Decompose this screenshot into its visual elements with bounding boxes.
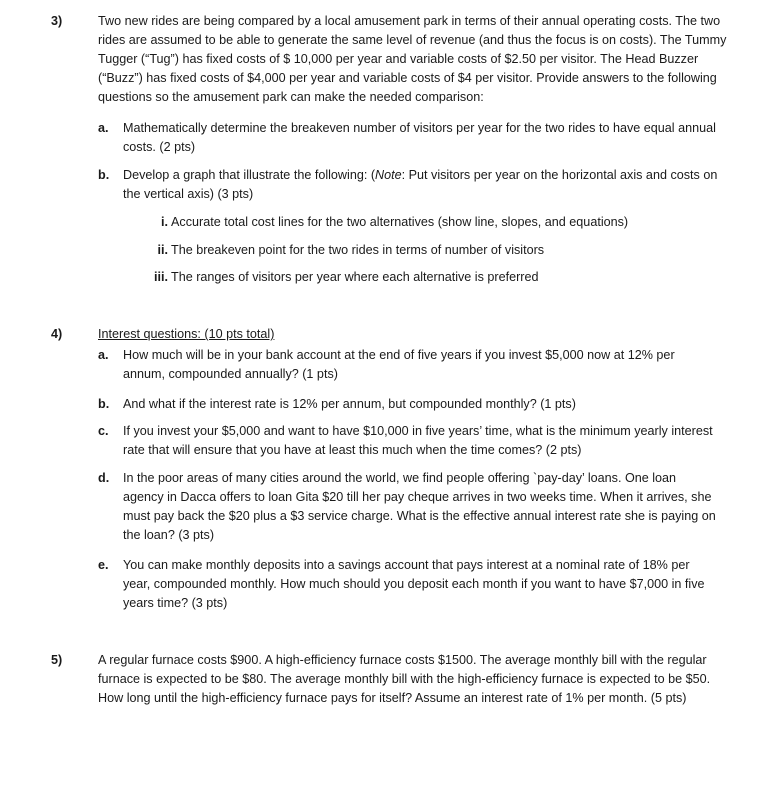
question-3b-label: b. [98,168,110,182]
question-3-intro [98,12,738,107]
question-4c-label: c. [98,424,109,438]
question-3b-text: Develop a graph that illustrate the following: (Note: Put visitors per year on the horizontal axis and costs on the vertical axis) (3 pts) [123,168,718,201]
question-3-number: 3) [51,14,63,28]
question-4d-label: d. [98,471,110,485]
question-3-intro-text: Two new rides are being compared by a local amusement park in terms of their annual operating costs. The two rides are assumed to be able to generate the same level of revenue (and thus the focus is on costs). The Tummy Tugger (“Tug”) has fixed costs of $ 10,000 per year and variable costs of $2.50 per visitor. The Head Buzzer (“Buzz”) has fixed costs of $4,000 per year and variable costs of $4 per visitor. Provide answers to the following questions so the amusement park can make the needed comparison: [98,14,727,104]
question-5-body [98,651,738,708]
question-3b-ii-label: ii. [157,243,168,257]
question-5-number: 5) [51,653,63,667]
question-4d-text: In the poor areas of many cities around the world, we find people offering `pay-day’ loans. One loan agency in Dacca offers to loan Gita $20 till her pay cheque arrives in two weeks time. When it arrives, she must pay back the $20 plus a $3 service charge. What is the effective annual interest rate she is paying on the loan? (3 pts) [123,471,716,542]
question-4a-text: How much will be in your bank account at the end of five years if you invest $5,000 now at 12% per annum, compounded annually? (1 pts) [123,348,675,381]
question-3b-i-label: i. [161,215,168,229]
question-3a-text: Mathematically determine the breakeven number of visitors per year for the two rides to have equal annual costs. (2 pts) [123,121,716,154]
question-4e-text: You can make monthly deposits into a savings account that pays interest at a nominal rate of 18% per year, compounded monthly. How much should you deposit each month if you want to have $7,000 in five years time? (3 pts) [123,558,705,610]
question-4b-label: b. [98,397,110,411]
question-3b-iii-text: The ranges of visitors per year where each alternative is preferred [171,270,539,284]
question-3a-label: a. [98,121,109,135]
question-4-heading [98,325,738,344]
question-5-text: A regular furnace costs $900. A high-efficiency furnace costs $1500. The average monthly bill with the regular furnace is expected to be $80. The average monthly bill with the high-efficiency furnace is expected to be $50. How long until the high-efficiency furnace pays for itself? Assume an interest rate of 1% per month. (5 pts) [98,653,711,705]
question-4b-text: And what if the interest rate is 12% per annum, but compounded monthly? (1 pts) [123,397,576,411]
question-4-number: 4) [51,327,63,341]
question-3b-i-text: Accurate total cost lines for the two alternatives (show line, slopes, and equations) [171,215,629,229]
question-4a-label: a. [98,348,109,362]
question-3b-ii-text: The breakeven point for the two rides in terms of number of visitors [171,243,545,257]
note-emphasis: Note [375,168,402,182]
question-4c-text: If you invest your $5,000 and want to have $10,000 in five years’ time, what is the minimum yearly interest rate that will ensure that you have at least this much when the time comes? (2 pts) [123,424,713,457]
question-4e-label: e. [98,558,109,572]
question-4-heading-text: Interest questions: (10 pts total) [98,327,275,341]
question-3b-iii-label: iii. [154,270,168,284]
